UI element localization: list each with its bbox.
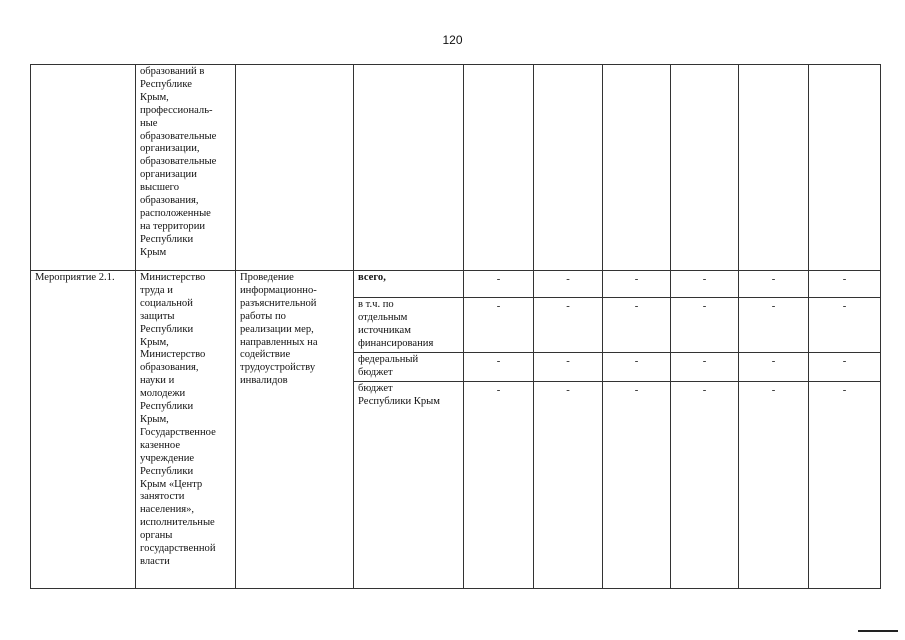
funding-value: - — [603, 271, 671, 298]
funding-value: - — [809, 381, 881, 588]
funding-value: - — [671, 298, 739, 353]
cell-empty — [534, 65, 603, 271]
funding-value: - — [603, 381, 671, 588]
continuation-row — [31, 65, 881, 271]
funding-value: - — [603, 298, 671, 353]
funding-value: - — [739, 381, 809, 588]
funding-source: в т.ч. по отдельным источникам финансирования — [354, 298, 464, 353]
cell-empty — [671, 65, 739, 271]
cell-empty — [739, 65, 809, 271]
funding-value: - — [809, 353, 881, 382]
cell-empty — [809, 65, 881, 271]
funding-value: - — [809, 271, 881, 298]
funding-value: - — [671, 381, 739, 588]
funding-value: - — [671, 353, 739, 382]
funding-value: - — [671, 271, 739, 298]
funding-source: бюджет Республики Крым — [354, 381, 464, 588]
funding-source: федеральный бюджет — [354, 353, 464, 382]
measure-description: Проведение информационно- разъяснительной работы по реализации мер, направленных на содействие трудоустройству инвалидов — [236, 271, 354, 589]
funding-value: - — [603, 353, 671, 382]
funding-value: - — [534, 271, 603, 298]
funding-value: - — [534, 353, 603, 382]
measure-label: Мероприятие 2.1. — [31, 271, 136, 589]
continuation-executor: образований в Республике Крым, профессиональ- ные образовательные организации, образовательные организации высшего образования, расположенные на территории Республики Крым — [136, 65, 236, 271]
cell-empty — [603, 65, 671, 271]
funding-value: - — [739, 298, 809, 353]
funding-row-total — [31, 271, 881, 298]
funding-value: - — [739, 271, 809, 298]
page-number: 120 — [442, 33, 463, 47]
measure-executors: Министерство труда и социальной защиты Республики Крым, Министерство образования, науки и молодежи Республики Крым, Государственное казенное учреждение Республики Крым «Центр занятости населения», исполнительные органы государственной власти — [136, 271, 236, 589]
cell-empty — [236, 65, 354, 271]
cell-empty — [354, 65, 464, 271]
funding-value: - — [534, 381, 603, 588]
funding-value: - — [464, 298, 534, 353]
funding-source: всего, — [354, 271, 464, 298]
funding-value: - — [739, 353, 809, 382]
funding-value: - — [534, 298, 603, 353]
cell-empty — [464, 65, 534, 271]
funding-value: - — [464, 271, 534, 298]
funding-value: - — [809, 298, 881, 353]
scan-mark — [858, 630, 898, 632]
program-table — [30, 64, 881, 589]
funding-value: - — [464, 353, 534, 382]
cell-empty — [31, 65, 136, 271]
funding-value: - — [464, 381, 534, 588]
